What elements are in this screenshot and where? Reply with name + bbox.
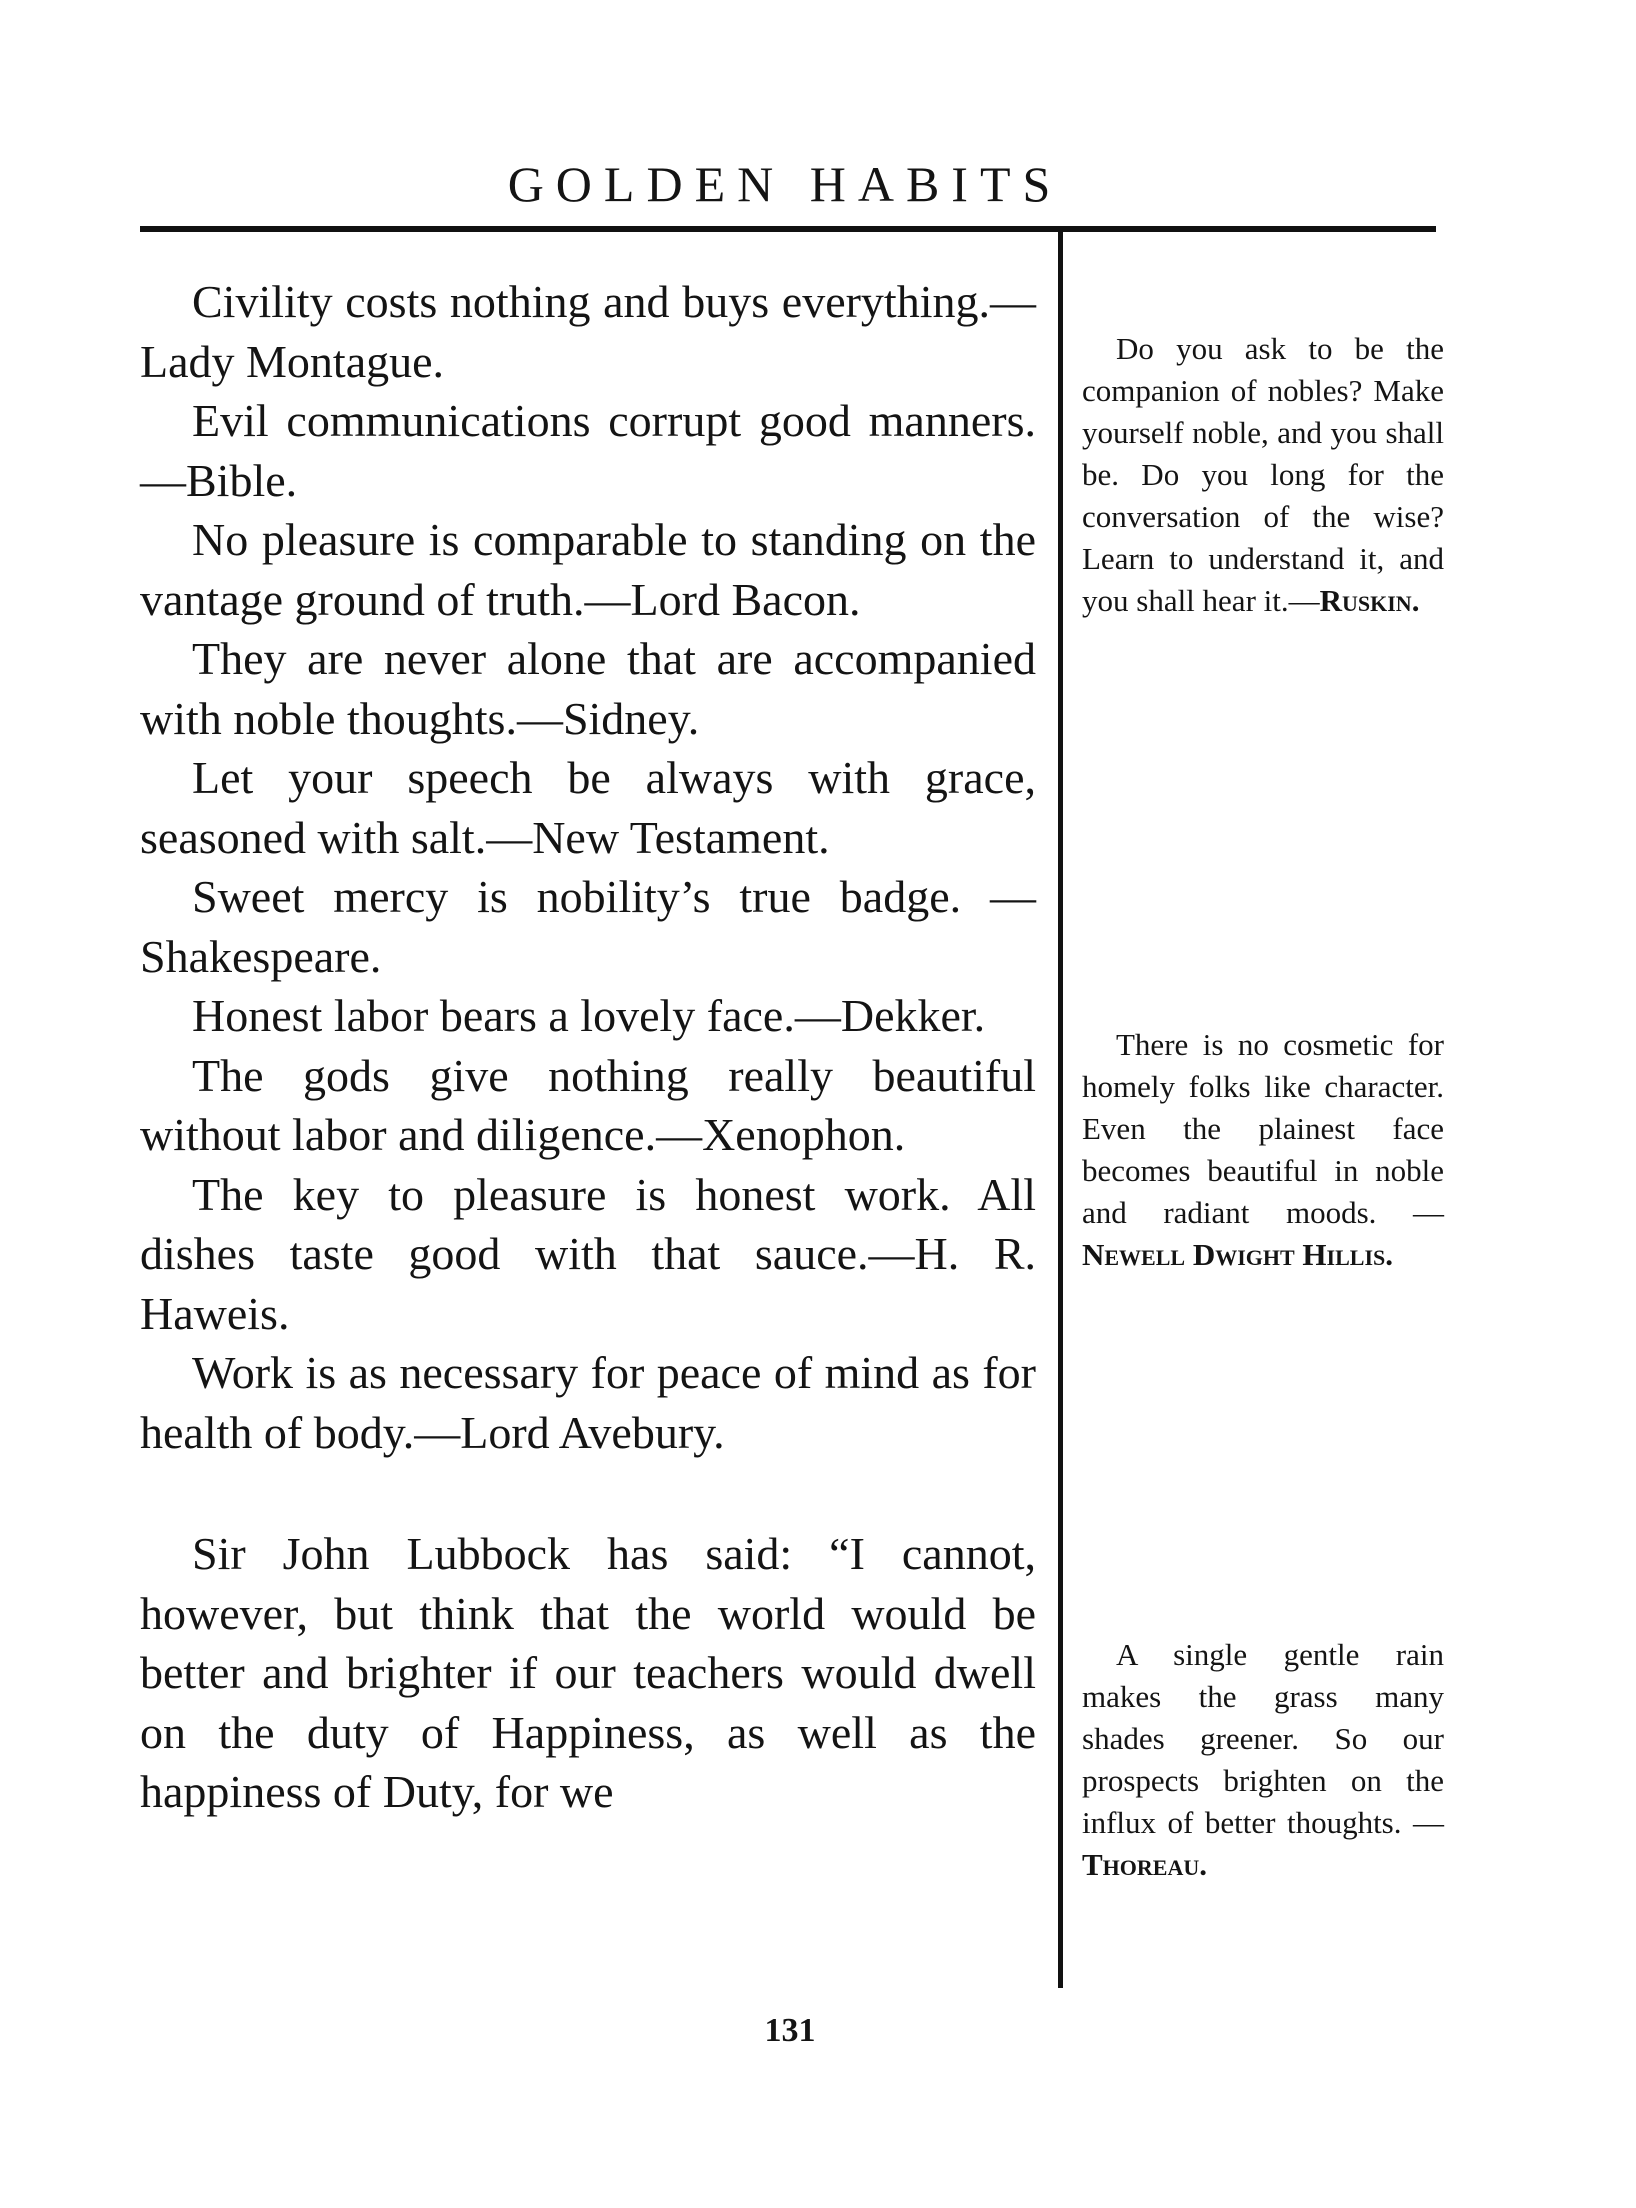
main-column: [140, 272, 1036, 1822]
page-number: 131: [764, 2012, 816, 2049]
sidebar-quote-text: [1082, 328, 1444, 622]
quote-paragraph: Let your speech be always with grace, seasoned with salt.—New Testament.: [140, 752, 1036, 863]
sidebar-quote-body: A single gentle rain makes the grass many shades greener. So our prospects brighten on the influx of better thoughts. —: [1082, 1637, 1444, 1840]
quote-paragraph: The key to pleasure is honest work. All dishes taste good with that sauce.—H. R. Haweis.: [140, 1168, 1036, 1339]
sidebar-quote-text: [1082, 1024, 1444, 1276]
quote-paragraph: Honest labor bears a lovely face.—Dekker.: [192, 990, 986, 1041]
sidebar-quote-ruskin: [1082, 328, 1444, 622]
quote-paragraph: They are never alone that are accompanied with noble thoughts.—Sidney.: [140, 633, 1036, 744]
sidebar-quote-author: Ruskin.: [1319, 583, 1420, 618]
sidebar-quote-body: There is no cosmetic for homely folks like character. Even the plainest face becomes beautiful in noble and radiant moods. —: [1082, 1027, 1444, 1230]
quote-paragraph: Sweet mercy is nobility’s true badge. —Shakespeare.: [140, 871, 1036, 982]
quote-paragraph: Civility costs nothing and buys everything.—Lady Montague.: [140, 276, 1036, 387]
header-rule: [140, 226, 1436, 232]
sidebar-quote-author: Newell Dwight Hillis.: [1082, 1237, 1393, 1272]
quote-paragraph: Work is as necessary for peace of mind as for health of body.—Lord Avebury.: [140, 1347, 1036, 1458]
sidebar-quote-thoreau: [1082, 1634, 1444, 1886]
lubbock-paragraph: Sir John Lubbock has said: “I cannot, however, but think that the world would be better and brighter if our teachers would dwell on the duty of Happiness, as well as the happiness of Duty, for we: [140, 1528, 1036, 1817]
quote-paragraph: No pleasure is comparable to standing on the vantage ground of truth.—Lord Bacon.: [140, 514, 1036, 625]
running-header: GOLDEN HABITS: [507, 156, 1063, 212]
sidebar-quote-author: Thoreau.: [1082, 1847, 1207, 1882]
sidebar-quote-hillis: [1082, 1024, 1444, 1276]
sidebar-quote-text: [1082, 1634, 1444, 1886]
column-divider: [1058, 228, 1063, 1988]
quote-paragraph: Evil communications corrupt good manners.—Bible.: [140, 395, 1036, 506]
quote-paragraph: The gods give nothing really beautiful without labor and diligence.—Xenophon.: [140, 1049, 1036, 1160]
sidebar-quote-body: Do you ask to be the companion of nobles? Make yourself noble, and you shall be. Do you long for the conversation of the wise? Learn to understand it, and you shall hear it.—: [1082, 331, 1444, 618]
